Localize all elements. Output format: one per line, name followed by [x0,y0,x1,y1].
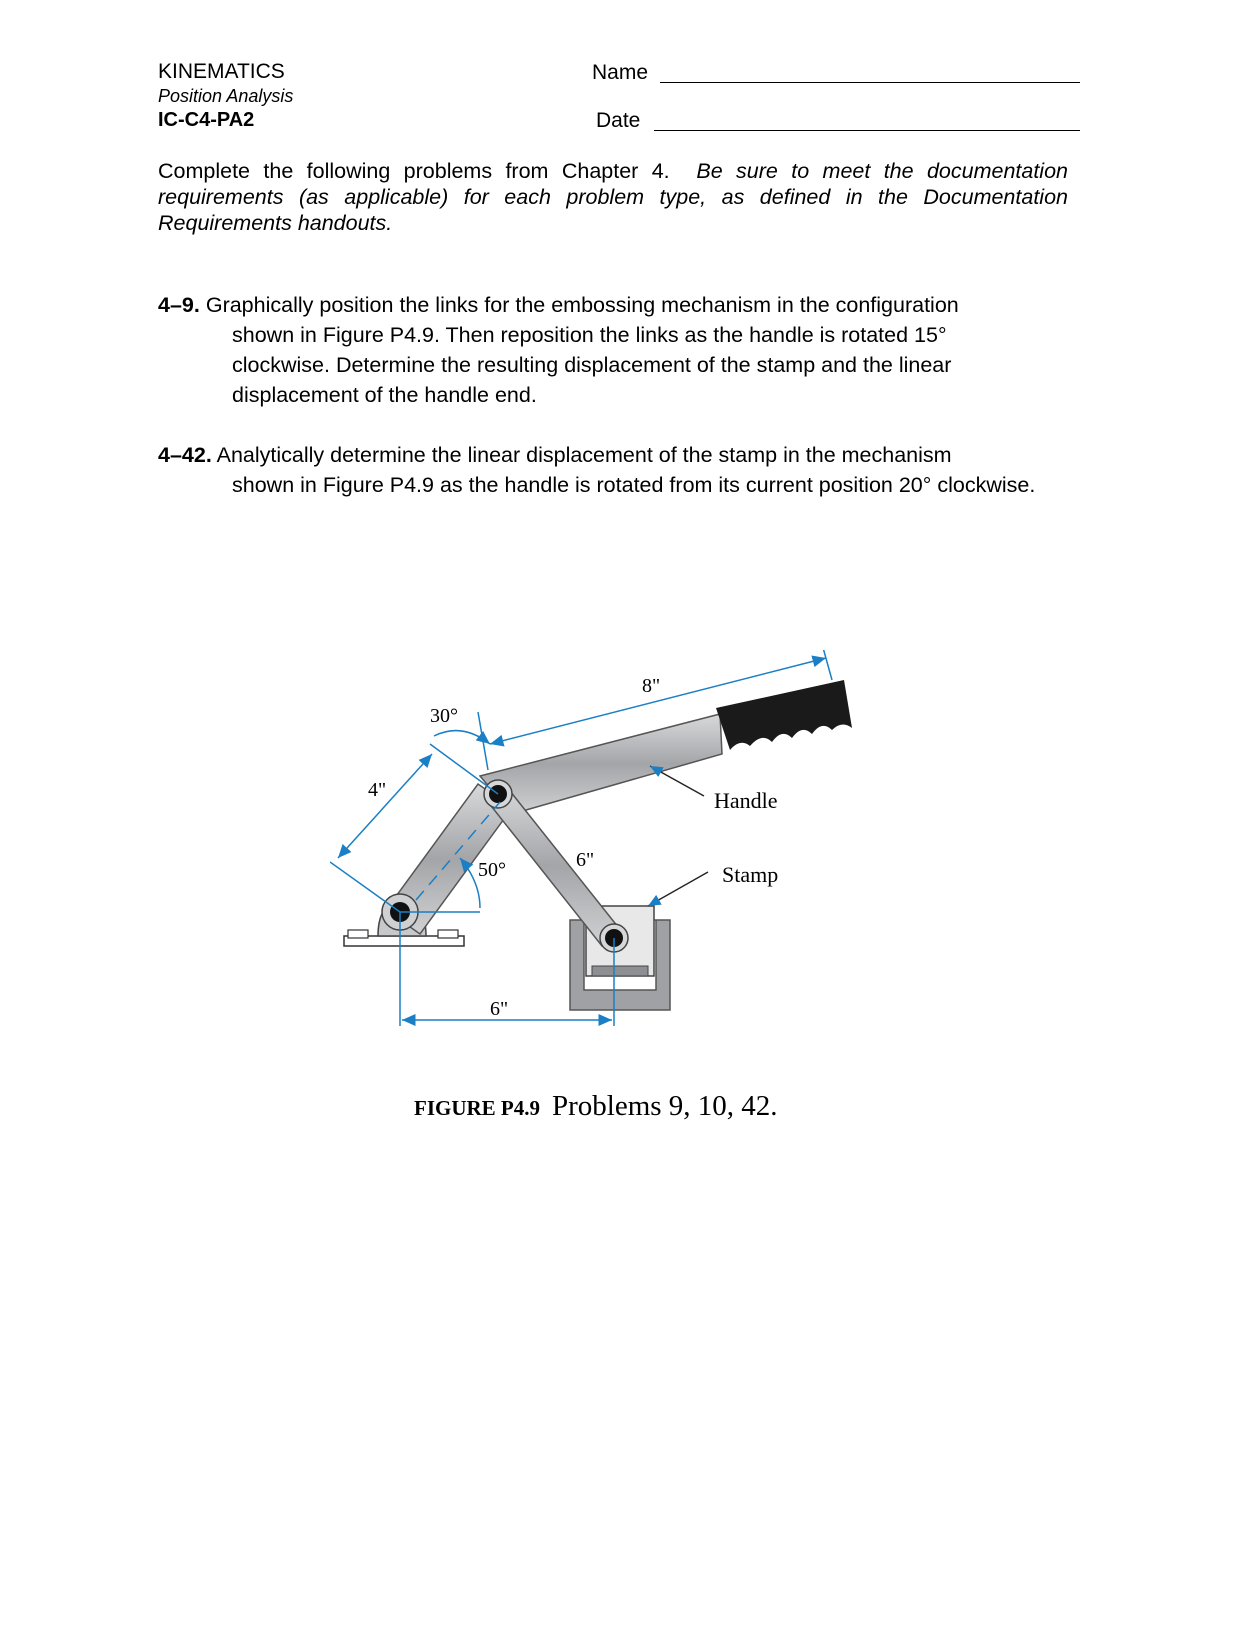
problem-first-line: Analytically determine the linear displacement of the stamp in the mechanism [216,443,952,467]
instructions-plain: Complete the following problems from Chapter 4. [158,159,670,183]
label-handle-length: 8" [642,675,661,697]
course-topic: Position Analysis [158,86,294,106]
problem-number: 4–9. [158,293,200,317]
problem-text: shown in Figure P4.9 as the handle is rotated from its current position 20° clockwise. [232,473,1036,497]
figure-caption [414,1090,778,1123]
problem-first-line: Graphically position the links for the embossing mechanism in the configuration [205,293,959,317]
handle-link [480,680,852,814]
label-crank-length: 4" [368,779,387,801]
problem-4-42 [158,440,1038,500]
label-handle: Handle [714,788,778,813]
instructions-paragraph [158,158,1068,236]
mechanism-figure [330,650,890,1070]
leader-lines [648,766,708,906]
caption-label: FIGURE P4.9 [414,1096,540,1120]
problem-text: shown in Figure P4.9. Then reposition the links as the handle is rotated 15° clockwise. Determine the resulting displacement of the stamp and the linear displacement of the handle end. [232,323,952,407]
assignment-code: IC-C4-PA2 [158,109,255,131]
label-angle-50: 50° [478,859,506,881]
date-field[interactable] [654,130,1080,131]
course-title: KINEMATICS [158,60,285,83]
problem-4-9 [158,290,1038,410]
label-stamp: Stamp [722,862,779,887]
caption-text: Problems 9, 10, 42. [552,1090,778,1122]
problem-number: 4–42. [158,443,212,467]
label-coupler-length: 6" [576,849,595,871]
label-horizontal-offset: 6" [490,998,509,1020]
coupler-link [488,786,622,946]
name-field[interactable] [660,82,1080,83]
label-angle-30: 30° [430,705,458,727]
date-label: Date [596,109,641,132]
instructions-italic: Be sure to meet the documentation requirements (as applicable) for each problem type, as defined in the Documentation Requirements handouts. [158,159,1068,235]
name-label: Name [592,61,649,84]
